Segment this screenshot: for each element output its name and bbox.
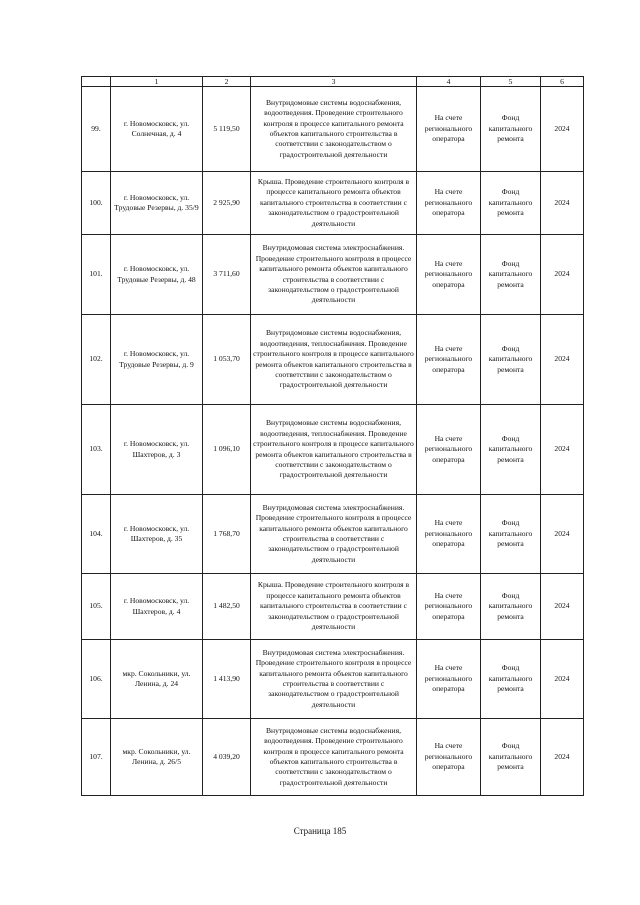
column-number: 2 xyxy=(203,77,251,87)
area-cell: 1 413,90 xyxy=(203,640,251,719)
work-description-cell: Внутридомовая система электроснабжения. Проведение строительного контроля в процессе капитального ремонта объектов капитального строительства в соответствии с законодательством о градостроительной деятельности xyxy=(251,640,417,719)
year-cell: 2024 xyxy=(541,235,584,315)
row-number: 104. xyxy=(82,495,111,574)
work-description-cell: Крыша. Проведение строительного контроля в процессе капитального ремонта объектов капитального строительства в соответствии с законодательством о градостроительной деятельности xyxy=(251,172,417,235)
account-cell: На счете регионального оператора xyxy=(417,495,481,574)
row-number: 99. xyxy=(82,87,111,172)
funding-source-cell: Фонд капитального ремонта xyxy=(481,495,541,574)
row-number: 101. xyxy=(82,235,111,315)
work-description-cell: Внутридомовая система электроснабжения. Проведение строительного контроля в процессе капитального ремонта объектов капитального строительства в соответствии с законодательством о градостроительной деятельности xyxy=(251,235,417,315)
funding-source-cell: Фонд капитального ремонта xyxy=(481,315,541,405)
address-cell: г. Новомосковск, ул. Трудовые Резервы, д. 48 xyxy=(111,235,203,315)
year-cell: 2024 xyxy=(541,315,584,405)
funding-source-cell: Фонд капитального ремонта xyxy=(481,719,541,796)
column-number-empty xyxy=(82,77,111,87)
address-cell: г. Новомосковск, ул. Солнечная, д. 4 xyxy=(111,87,203,172)
area-cell: 1 053,70 xyxy=(203,315,251,405)
funding-source-cell: Фонд капитального ремонта xyxy=(481,574,541,640)
column-number: 3 xyxy=(251,77,417,87)
account-cell: На счете регионального оператора xyxy=(417,719,481,796)
column-number: 6 xyxy=(541,77,584,87)
address-cell: мкр. Сокольники, ул. Ленина, д. 24 xyxy=(111,640,203,719)
year-cell: 2024 xyxy=(541,405,584,495)
work-description-cell: Внутридомовые системы водоснабжения, водоотведения. Проведение строительного контроля в процессе капитального ремонта объектов капитального строительства в соответствии с законодательством о градостроительной деятельности xyxy=(251,87,417,172)
column-number: 1 xyxy=(111,77,203,87)
table-row xyxy=(82,235,584,315)
address-cell: г. Новомосковск, ул. Шахтеров, д. 35 xyxy=(111,495,203,574)
row-number: 102. xyxy=(82,315,111,405)
row-number: 105. xyxy=(82,574,111,640)
area-cell: 1 768,70 xyxy=(203,495,251,574)
address-cell: мкр. Сокольники, ул. Ленина, д. 26/5 xyxy=(111,719,203,796)
area-cell: 1 482,50 xyxy=(203,574,251,640)
area-cell: 3 711,60 xyxy=(203,235,251,315)
year-cell: 2024 xyxy=(541,172,584,235)
funding-source-cell: Фонд капитального ремонта xyxy=(481,405,541,495)
work-description-cell: Внутридомовые системы водоснабжения, водоотведения, теплоснабжения. Проведение строительного контроля в процессе капитального ремонта объектов капитального строительства в соответствии с законодательством о градостроительной деятельности xyxy=(251,315,417,405)
year-cell: 2024 xyxy=(541,640,584,719)
table-row xyxy=(82,719,584,796)
address-cell: г. Новомосковск, ул. Трудовые Резервы, д. 9 xyxy=(111,315,203,405)
table-row xyxy=(82,574,584,640)
work-description-cell: Внутридомовые системы водоснабжения, водоотведения. Проведение строительного контроля в процессе капитального ремонта объектов капитального строительства в соответствии с законодательством о градостроительной деятельности xyxy=(251,719,417,796)
account-cell: На счете регионального оператора xyxy=(417,172,481,235)
row-number: 107. xyxy=(82,719,111,796)
area-cell: 1 096,10 xyxy=(203,405,251,495)
account-cell: На счете регионального оператора xyxy=(417,235,481,315)
area-cell: 4 039,20 xyxy=(203,719,251,796)
column-number: 4 xyxy=(417,77,481,87)
page-number: Страница 185 xyxy=(293,826,347,836)
address-cell: г. Новомосковск, ул. Трудовые Резервы, д. 35/9 xyxy=(111,172,203,235)
funding-source-cell: Фонд капитального ремонта xyxy=(481,235,541,315)
account-cell: На счете регионального оператора xyxy=(417,640,481,719)
row-number: 100. xyxy=(82,172,111,235)
account-cell: На счете регионального оператора xyxy=(417,574,481,640)
account-cell: На счете регионального оператора xyxy=(417,87,481,172)
table-row xyxy=(82,315,584,405)
row-number: 103. xyxy=(82,405,111,495)
repair-program-table xyxy=(81,76,584,796)
column-number-row xyxy=(82,77,584,87)
area-cell: 2 925,90 xyxy=(203,172,251,235)
address-cell: г. Новомосковск, ул. Шахтеров, д. 3 xyxy=(111,405,203,495)
table-row xyxy=(82,405,584,495)
row-number: 106. xyxy=(82,640,111,719)
funding-source-cell: Фонд капитального ремонта xyxy=(481,640,541,719)
year-cell: 2024 xyxy=(541,719,584,796)
address-cell: г. Новомосковск, ул. Шахтеров, д. 4 xyxy=(111,574,203,640)
column-number: 5 xyxy=(481,77,541,87)
table-body xyxy=(82,77,584,796)
area-cell: 5 119,50 xyxy=(203,87,251,172)
table-row xyxy=(82,87,584,172)
funding-source-cell: Фонд капитального ремонта xyxy=(481,172,541,235)
account-cell: На счете регионального оператора xyxy=(417,405,481,495)
table-row xyxy=(82,495,584,574)
account-cell: На счете регионального оператора xyxy=(417,315,481,405)
year-cell: 2024 xyxy=(541,87,584,172)
funding-source-cell: Фонд капитального ремонта xyxy=(481,87,541,172)
work-description-cell: Крыша. Проведение строительного контроля в процессе капитального ремонта объектов капитального строительства в соответствии с законодательством о градостроительной деятельности xyxy=(251,574,417,640)
table-row xyxy=(82,640,584,719)
work-description-cell: Внутридомовые системы водоснабжения, водоотведения, теплоснабжения. Проведение строительного контроля в процессе капитального ремонта объектов капитального строительства в соответствии с законодательством о градостроительной деятельности xyxy=(251,405,417,495)
table-row xyxy=(82,172,584,235)
work-description-cell: Внутридомовая система электроснабжения. Проведение строительного контроля в процессе капитального ремонта объектов капитального строительства в соответствии с законодательством о градостроительной деятельности xyxy=(251,495,417,574)
year-cell: 2024 xyxy=(541,574,584,640)
year-cell: 2024 xyxy=(541,495,584,574)
